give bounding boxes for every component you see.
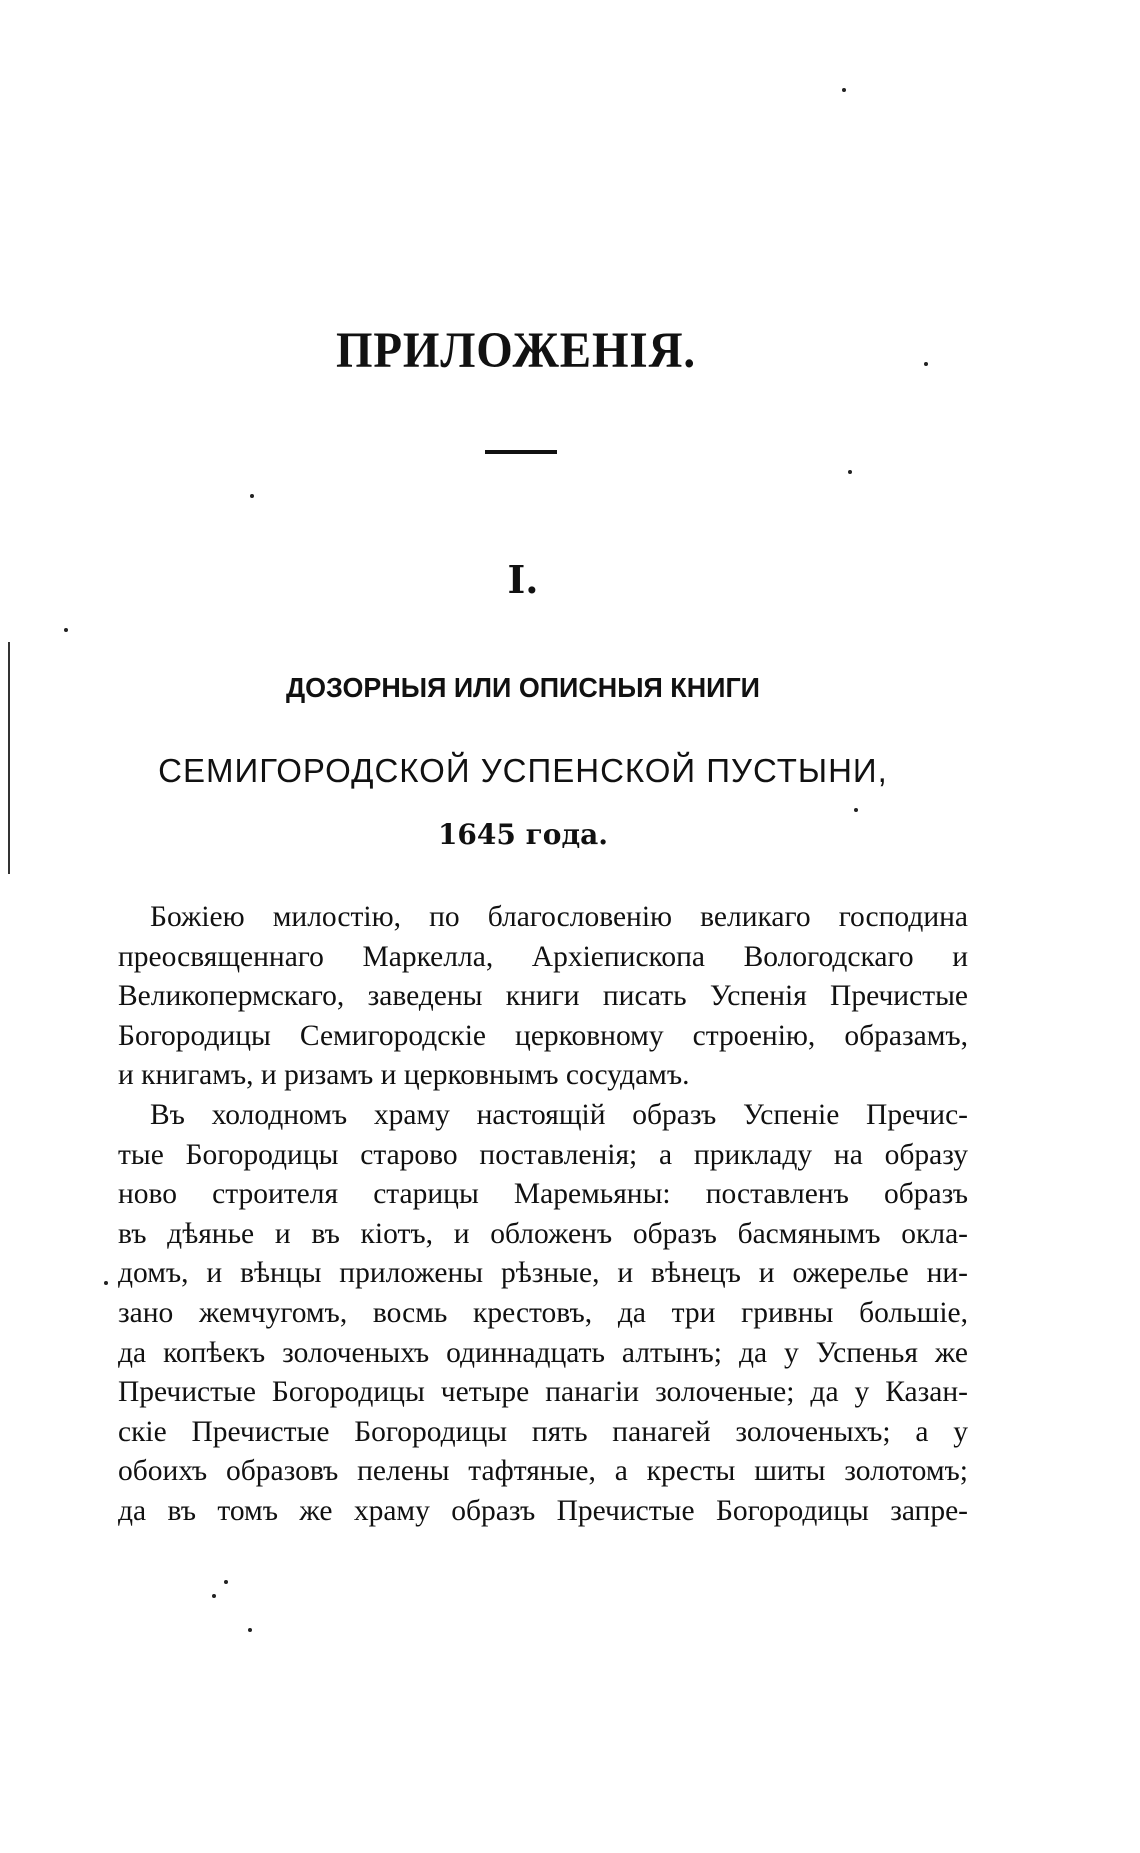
text-line: Богородицы Семигородскіе церковному строенію, образамъ,: [118, 1019, 968, 1052]
section-year: 1645 года.: [437, 818, 609, 851]
text-line: ново строителя старицы Маремьяны: поставленъ образъ: [118, 1178, 968, 1211]
scan-speck: [248, 1628, 252, 1632]
page-title: ПРИЛОЖЕНІЯ.: [335, 323, 697, 379]
text-line: Великопермскаго, заведены книги писать Успенія Пречистые: [118, 980, 968, 1013]
text-line: да копѣекъ золоченыхъ одиннадцать алтынъ; да у Успенья же: [118, 1336, 968, 1369]
text-line: Божіею милостію, по благословенію великаго господина: [150, 901, 968, 933]
scan-speck: [104, 1281, 108, 1285]
scan-speck: [212, 1594, 216, 1598]
scan-speck: [224, 1580, 228, 1584]
scan-speck: [250, 494, 254, 498]
scan-speck: [842, 88, 846, 92]
text-line: преосвященнаго Маркелла, Архіепископа Вологодскаго и: [118, 940, 968, 973]
text-line: Въ холодномъ храму настоящій образъ Успеніе Пречис-: [150, 1098, 968, 1131]
text-line: обоихъ образовъ пелены тафтяные, а кресты шиты золотомъ;: [118, 1455, 968, 1488]
title-divider: [485, 450, 557, 454]
text-line: домъ, и вѣнцы приложены рѣзные, и вѣнецъ и ожерелье ни-: [118, 1257, 968, 1290]
text-line: и книгамъ, и ризамъ и церковнымъ сосудамъ.: [118, 1059, 690, 1092]
text-line: да въ томъ же храму образъ Пречистые Богородицы запре-: [118, 1494, 968, 1527]
text-line: скіе Пречистые Богородицы пять панагей золоченыхъ; а у: [118, 1415, 968, 1448]
scan-speck: [64, 628, 68, 632]
text-line: зано жемчугомъ, восмь крестовъ, да три гривны большіе,: [118, 1296, 968, 1329]
section-numeral: I.: [507, 557, 539, 602]
text-line: Пречистые Богородицы четыре панагіи золоченые; да у Казан-: [118, 1376, 968, 1409]
scan-speck: [854, 808, 858, 812]
text-line: въ дѣянье и въ кіотъ, и обложенъ образъ басмянымъ окла-: [118, 1217, 968, 1250]
section-subtitle-1: ДОЗОРНЫЯ ИЛИ ОПИСНЫЯ КНИГИ: [285, 672, 761, 703]
section-subtitle-2: СЕМИГОРОДСКОЙ УСПЕНСКОЙ ПУСТЫНИ,: [158, 752, 888, 789]
scan-speck: [848, 470, 852, 474]
text-line: тые Богородицы старово поставленія; а прикладу на образу: [118, 1138, 968, 1171]
body-text: [118, 898, 968, 1532]
